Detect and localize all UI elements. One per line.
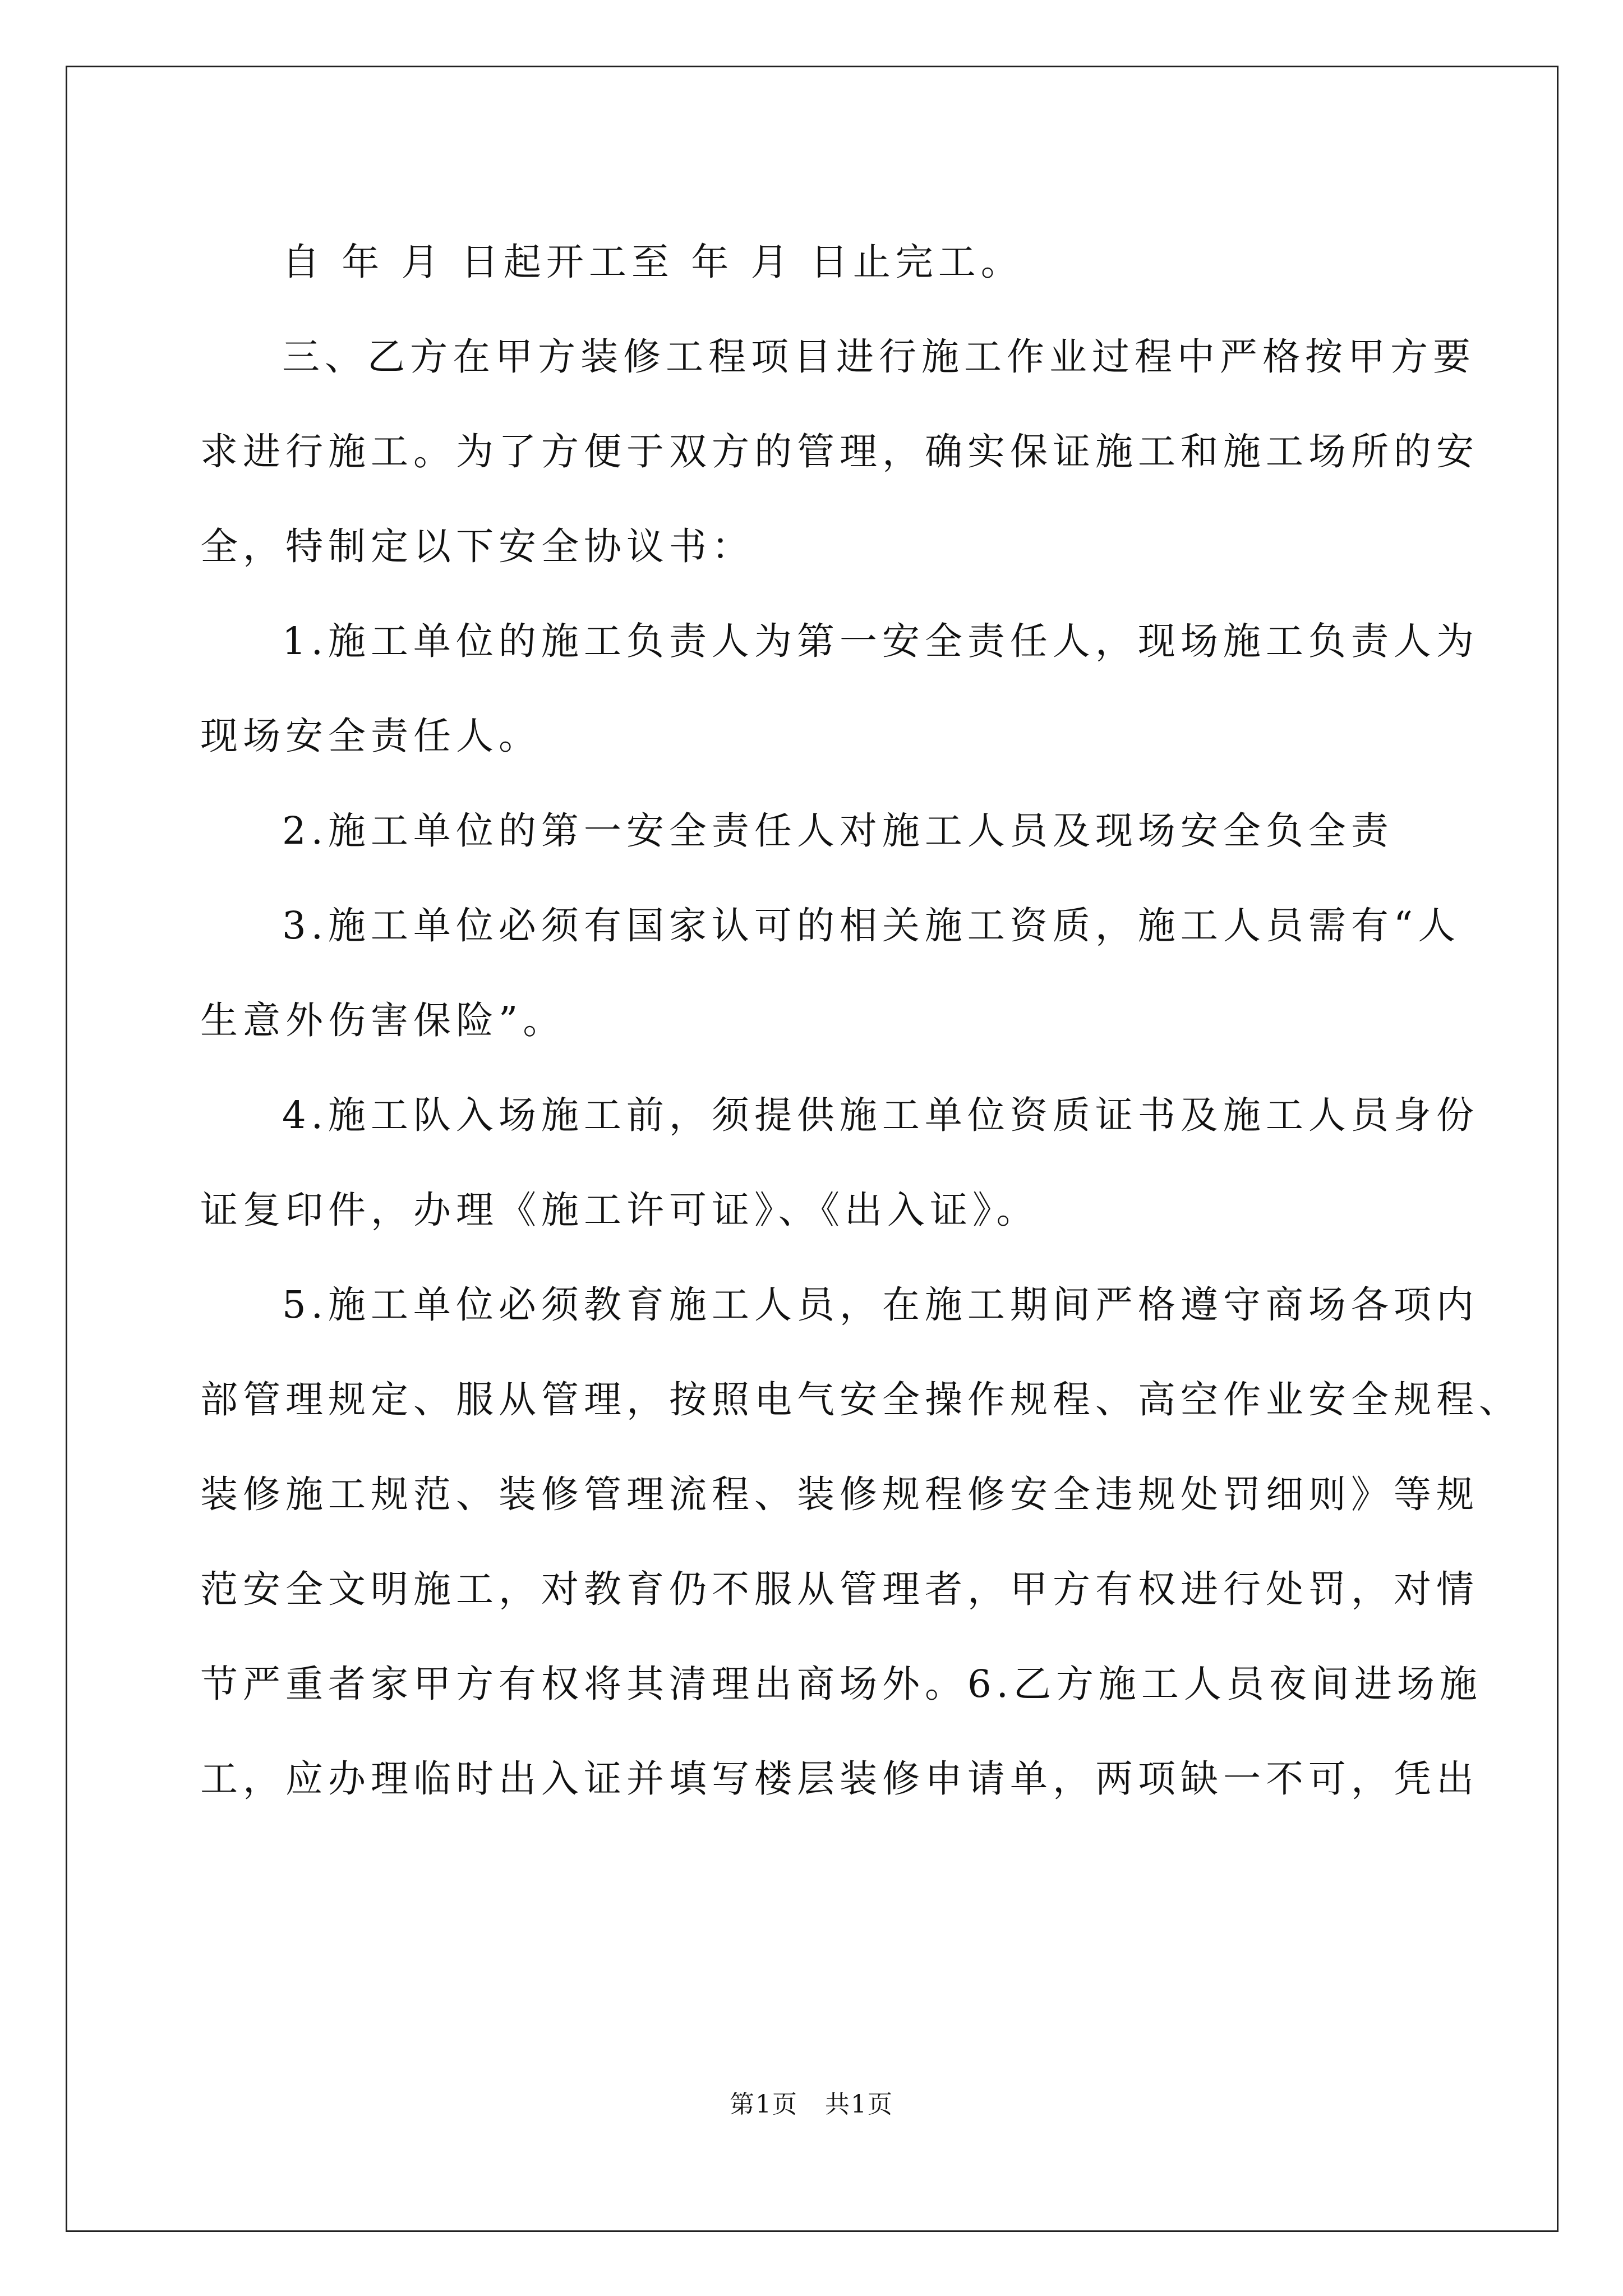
text-line-3: 求进行施工。为了方便于双方的管理，确实保证施工和施工场所的安 [200, 430, 1479, 473]
text-line-17: 工，应办理临时出入证并填写楼层装修申请单，两项缺一不可，凭出 [200, 1757, 1479, 1801]
text-line-6: 现场安全责任人。 [200, 714, 541, 758]
text-line-10: 4.施工队入场施工前，须提供施工单位资质证书及施工人员身份 [282, 1093, 1479, 1137]
text-line-5: 1.施工单位的施工负责人为第一安全责任人，现场施工负责人为 [282, 619, 1479, 663]
text-line-1: 自 年 月 日起开工至 年 月 日止完工。 [282, 240, 1023, 284]
document-body [200, 215, 1521, 1826]
text-line-11: 证复印件，办理《施工许可证》、《出入证》。 [200, 1188, 1039, 1232]
page-footer: 第1页 共1页 [730, 2090, 893, 2119]
text-line-7: 2.施工单位的第一安全责任人对施工人员及现场安全负全责 [282, 809, 1394, 853]
text-line-2: 三、乙方在甲方装修工程项目进行施工作业过程中严格按甲方要 [282, 335, 1476, 379]
text-line-9: 生意外伤害保险”。 [200, 999, 566, 1042]
text-line-14: 装修施工规范、装修管理流程、装修规程修安全违规处罚细则》等规 [200, 1473, 1479, 1516]
text-line-4: 全，特制定以下安全协议书： [200, 524, 754, 568]
text-line-13: 部管理规定、服从管理，按照电气安全操作规程、高空作业安全规程、 [200, 1378, 1521, 1421]
text-line-16: 节严重者家甲方有权将其清理出商场外。6.乙方施工人员夜间进场施 [200, 1662, 1482, 1706]
text-line-15: 范安全文明施工，对教育仍不服从管理者，甲方有权进行处罚，对情 [200, 1567, 1479, 1611]
text-line-8: 3.施工单位必须有国家认可的相关施工资质，施工人员需有“人 [282, 904, 1461, 947]
text-line-12: 5.施工单位必须教育施工人员，在施工期间严格遵守商场各项内 [282, 1283, 1479, 1327]
